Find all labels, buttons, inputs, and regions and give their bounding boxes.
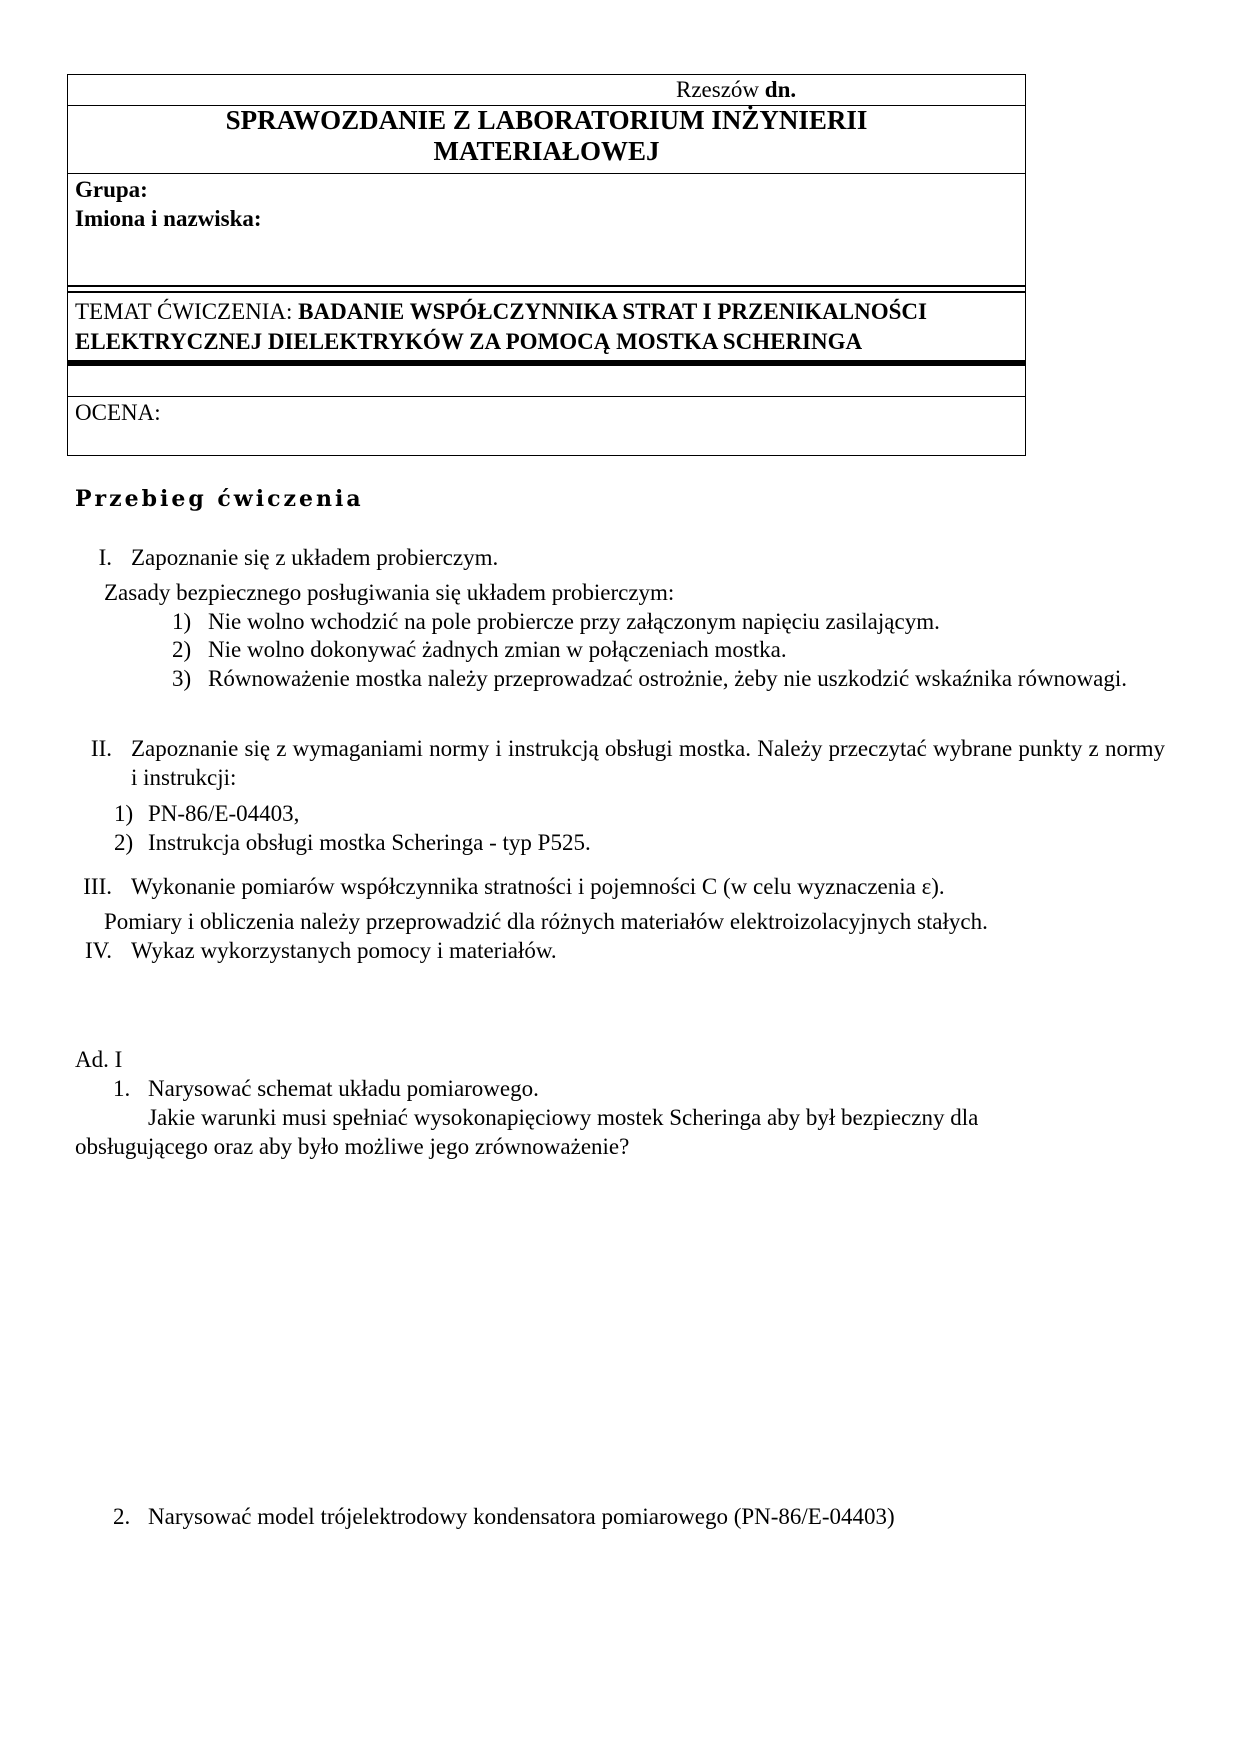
step-1-subheading: Zasady bezpiecznego posługiwania się układem probierczym:: [104, 580, 675, 605]
topic-line1: BADANIE WSPÓŁCZYNNIKA STRAT I PRZENIKALNOŚCI: [298, 299, 927, 324]
norm-item-text: PN-86/E-04403,: [148, 801, 300, 826]
rule-number: 3): [172, 666, 192, 691]
divider: [68, 285, 1025, 287]
step-3-subheading: Pomiary i obliczenia należy przeprowadzić dla różnych materiałów elektroizolacyjnych stałych.: [104, 909, 988, 934]
topic-block: [75, 297, 1020, 357]
section-title: Przebieg ćwiczenia: [75, 486, 364, 512]
rule-text: Równoważenie mostka należy przeprowadzać ostrożnie, żeby nie uszkodzić wskaźnika równowagi.: [208, 666, 1128, 691]
date-label: dn.: [764, 77, 797, 102]
step-3-number: III.: [83, 874, 112, 899]
question-1-line3: obsługującego oraz aby było możliwe jego zrównoważenie?: [75, 1134, 630, 1159]
step-1-text: Zapoznanie się z układem probierczym.: [131, 545, 499, 570]
question-1-number: 1.: [113, 1076, 131, 1101]
question-2-text: Narysować model trójelektrodowy kondensatora pomiarowego (PN-86/E-04403): [148, 1504, 895, 1529]
report-title-line1: SPRAWOZDANIE Z LABORATORIUM INŻYNIERII: [225, 105, 868, 135]
topic-line2: ELEKTRYCZNEJ DIELEKTRYKÓW ZA POMOCĄ MOSTKA SCHERINGA: [75, 329, 863, 354]
divider: [68, 291, 1025, 293]
step-4-number: IV.: [84, 938, 112, 963]
names-label: Imiona i nazwiska:: [75, 206, 262, 231]
step-4-text: Wykaz wykorzystanych pomocy i materiałów.: [131, 938, 557, 963]
city-label: Rzeszów: [676, 77, 760, 102]
question-2-number: 2.: [113, 1504, 131, 1529]
thick-divider: [68, 360, 1025, 366]
ad-1-heading: Ad. I: [75, 1047, 123, 1072]
report-title: [68, 105, 1025, 167]
step-2-text: Zapoznanie się z wymaganiami normy i instrukcją obsługi mostka. Należy przeczytać wybrane punkty z normy i instrukcji:: [131, 736, 1165, 790]
group-label: Grupa:: [75, 177, 148, 202]
step-3-text: Wykonanie pomiarów współczynnika stratności i pojemności C (w celu wyznaczenia ε).: [131, 874, 945, 899]
divider: [68, 173, 1025, 174]
city-date-line: [676, 75, 796, 105]
rule-text: Nie wolno dokonywać żadnych zmian w połączeniach mostka.: [208, 637, 787, 662]
step-1-number: I.: [98, 545, 112, 570]
report-header-table: [67, 74, 1026, 456]
norm-item-number: 1): [114, 801, 134, 826]
divider: [68, 396, 1025, 397]
rule-text: Nie wolno wchodzić na pole probiercze przy załączonym napięciu zasilającym.: [208, 609, 940, 634]
question-1-text: Narysować schemat układu pomiarowego.: [148, 1076, 539, 1101]
topic-label: TEMAT ĆWICZENIA:: [75, 299, 293, 324]
rule-number: 1): [172, 609, 192, 634]
grade-label: OCENA:: [75, 400, 161, 425]
question-1-line2: Jakie warunki musi spełniać wysokonapięciowy mostek Scheringa aby był bezpieczny dla: [148, 1105, 979, 1130]
norm-item-number: 2): [114, 830, 134, 855]
rule-number: 2): [172, 637, 192, 662]
step-2-number: II.: [90, 736, 112, 761]
norm-item-text: Instrukcja obsługi mostka Scheringa - typ P525.: [148, 830, 591, 855]
report-title-line2: MATERIAŁOWEJ: [433, 136, 660, 166]
